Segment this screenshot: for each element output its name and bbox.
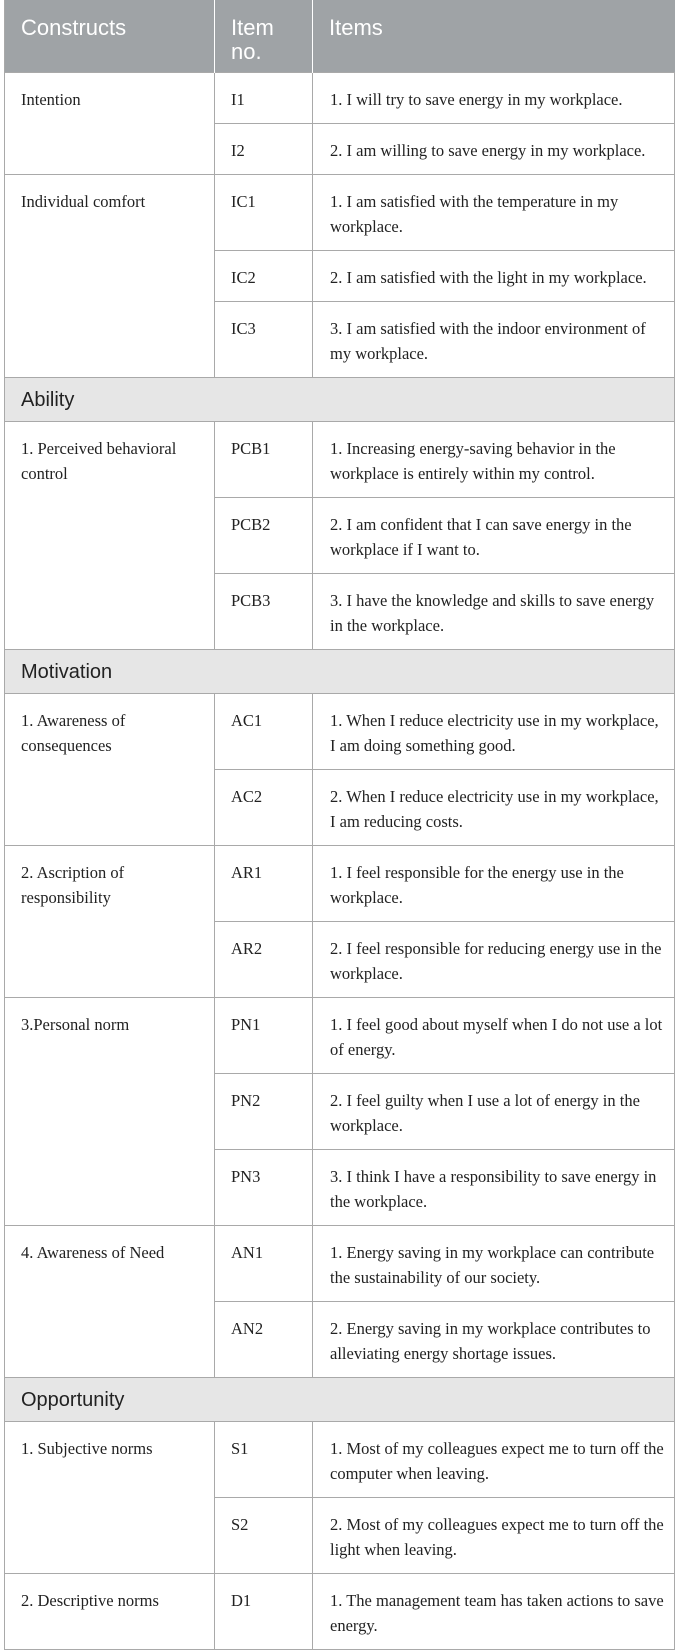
- table-body: [5, 73, 675, 1650]
- item-number-cell: IC1: [215, 175, 313, 251]
- item-number-cell: PCB3: [215, 574, 313, 650]
- item-text-cell: 1. Increasing energy-saving behavior in the workplace is entirely within my control.: [313, 422, 675, 498]
- item-text-cell: 1. I am satisfied with the temperature in my workplace.: [313, 175, 675, 251]
- section-label: Ability: [5, 378, 675, 422]
- item-number-cell: AC2: [215, 770, 313, 846]
- item-text-cell: 1. I feel good about myself when I do not use a lot of energy.: [313, 998, 675, 1074]
- table-row: [5, 694, 675, 770]
- table-row: [5, 846, 675, 922]
- item-number-cell: PN3: [215, 1150, 313, 1226]
- table-row: [5, 175, 675, 251]
- item-number-cell: IC3: [215, 302, 313, 378]
- header-items: Items: [313, 0, 675, 73]
- construct-cell: 1. Subjective norms: [5, 1422, 215, 1574]
- section-row: [5, 650, 675, 694]
- table-row: [5, 998, 675, 1074]
- item-number-cell: S2: [215, 1498, 313, 1574]
- item-text-cell: 2. I am willing to save energy in my workplace.: [313, 124, 675, 175]
- header-item-no: Item no.: [215, 0, 313, 73]
- construct-cell: 2. Ascription of responsibility: [5, 846, 215, 998]
- section-row: [5, 1378, 675, 1422]
- construct-cell: Individual comfort: [5, 175, 215, 378]
- header-constructs: Constructs: [5, 0, 215, 73]
- item-number-cell: D1: [215, 1574, 313, 1650]
- construct-cell: Intention: [5, 73, 215, 175]
- item-text-cell: 2. When I reduce electricity use in my workplace, I am reducing costs.: [313, 770, 675, 846]
- item-text-cell: 1. When I reduce electricity use in my workplace, I am doing something good.: [313, 694, 675, 770]
- item-text-cell: 1. Most of my colleagues expect me to turn off the computer when leaving.: [313, 1422, 675, 1498]
- construct-cell: 1. Perceived behavioral control: [5, 422, 215, 650]
- item-text-cell: 2. Energy saving in my workplace contributes to alleviating energy shortage issues.: [313, 1302, 675, 1378]
- item-text-cell: 3. I am satisfied with the indoor environment of my workplace.: [313, 302, 675, 378]
- construct-cell: 2. Descriptive norms: [5, 1574, 215, 1650]
- item-number-cell: IC2: [215, 251, 313, 302]
- item-number-cell: S1: [215, 1422, 313, 1498]
- item-text-cell: 2. I feel guilty when I use a lot of energy in the workplace.: [313, 1074, 675, 1150]
- item-text-cell: 2. Most of my colleagues expect me to turn off the light when leaving.: [313, 1498, 675, 1574]
- item-number-cell: PN1: [215, 998, 313, 1074]
- item-number-cell: I1: [215, 73, 313, 124]
- table-header-row: [5, 0, 675, 73]
- table-row: [5, 1574, 675, 1650]
- item-text-cell: 2. I am satisfied with the light in my workplace.: [313, 251, 675, 302]
- item-number-cell: I2: [215, 124, 313, 175]
- item-text-cell: 3. I think I have a responsibility to save energy in the workplace.: [313, 1150, 675, 1226]
- table-row: [5, 1226, 675, 1302]
- item-text-cell: 1. The management team has taken actions to save energy.: [313, 1574, 675, 1650]
- item-number-cell: AR2: [215, 922, 313, 998]
- constructs-table: [4, 0, 675, 1650]
- item-number-cell: PCB1: [215, 422, 313, 498]
- construct-cell: 3.Personal norm: [5, 998, 215, 1226]
- item-number-cell: PN2: [215, 1074, 313, 1150]
- construct-cell: 1. Awareness of consequences: [5, 694, 215, 846]
- item-text-cell: 1. I will try to save energy in my workplace.: [313, 73, 675, 124]
- item-number-cell: AC1: [215, 694, 313, 770]
- item-number-cell: PCB2: [215, 498, 313, 574]
- table-row: [5, 1422, 675, 1498]
- item-text-cell: 3. I have the knowledge and skills to save energy in the workplace.: [313, 574, 675, 650]
- section-row: [5, 378, 675, 422]
- item-text-cell: 1. Energy saving in my workplace can contribute the sustainability of our society.: [313, 1226, 675, 1302]
- item-text-cell: 2. I am confident that I can save energy in the workplace if I want to.: [313, 498, 675, 574]
- item-number-cell: AN1: [215, 1226, 313, 1302]
- section-label: Motivation: [5, 650, 675, 694]
- item-text-cell: 1. I feel responsible for the energy use in the workplace.: [313, 846, 675, 922]
- section-label: Opportunity: [5, 1378, 675, 1422]
- table-row: [5, 422, 675, 498]
- item-text-cell: 2. I feel responsible for reducing energy use in the workplace.: [313, 922, 675, 998]
- table-row: [5, 73, 675, 124]
- item-number-cell: AN2: [215, 1302, 313, 1378]
- item-number-cell: AR1: [215, 846, 313, 922]
- construct-cell: 4. Awareness of Need: [5, 1226, 215, 1378]
